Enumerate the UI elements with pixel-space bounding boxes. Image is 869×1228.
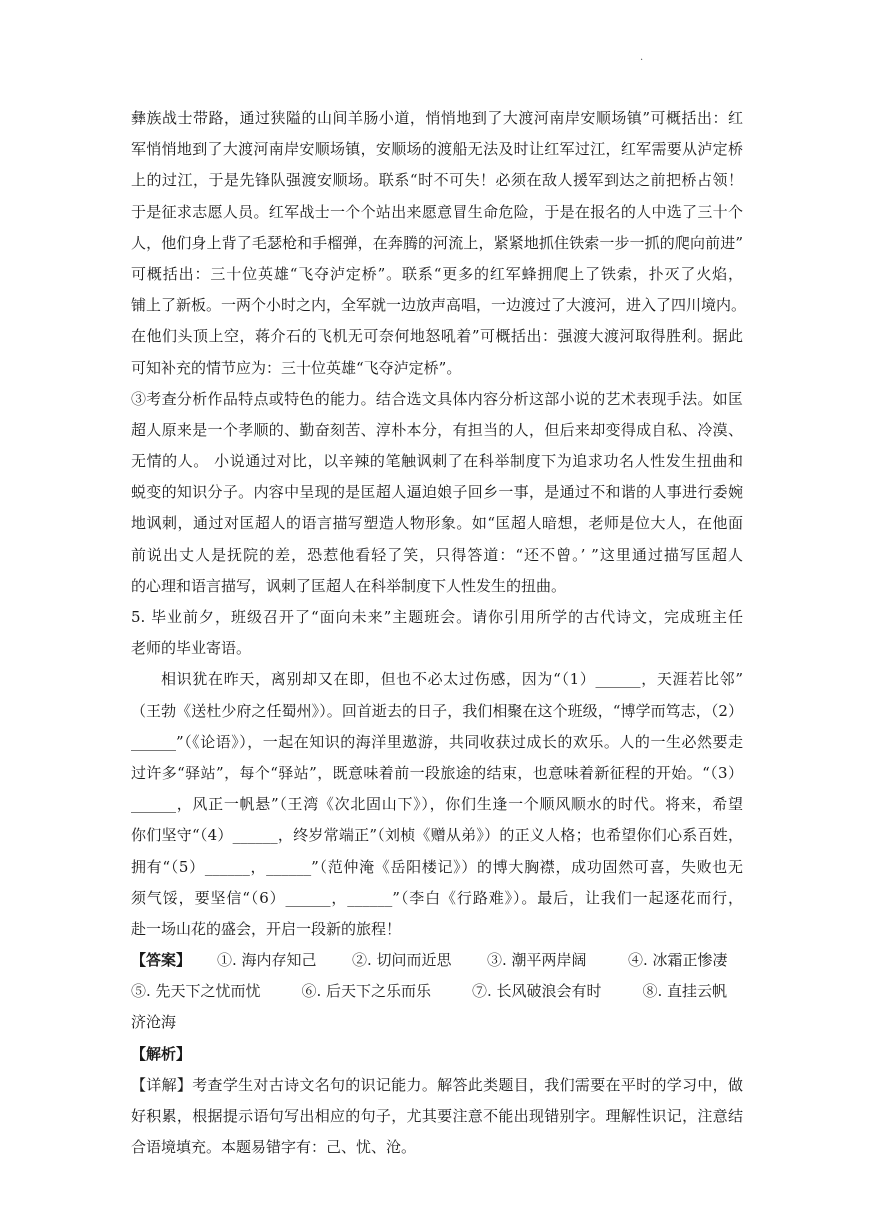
passage-line: ______，风正一帆悬”（王湾《次北固山下》），你们生逢一个顺风顺水的时代。将来，希望 [131, 795, 743, 814]
body-line: 地讽刺，通过对匡超人的语言描写塑造人物形象。如“匡超人暗想，老师是位大人，在他面 [131, 514, 743, 533]
passage-line: 你们坚守“（4）______，终岁常端正”（刘桢《赠从弟》）的正义人格；也希望你们心系百姓， [131, 826, 743, 845]
passage-line: ______”（《论语》），一起在知识的海洋里遨游，共同收获过成长的欢乐。人的一生必然要走 [131, 732, 743, 751]
answer-row [131, 976, 743, 1007]
body-line: 超人原来是一个孝顺的、勤奋刻苦、淳朴本分，有担当的人，但后来却变得成自私、冷漠、 [131, 420, 743, 439]
passage-line: 过许多“驿站”，每个“驿站”，既意味着前一段旅途的结束，也意味着新征程的开始。“（3） [131, 763, 743, 782]
answer-item: ⑦. 长风破浪会有时 [472, 982, 602, 1001]
body-line: 在他们头顶上空，蒋介石的飞机无可奈何地怒吼着”可概括出：强渡大渡河取得胜利。据此 [131, 327, 743, 346]
passage-line: 拥有“（5）______，______”（范仲淹《岳阳楼记》）的博大胸襟，成功固然可喜，失败也无 [131, 857, 743, 876]
body-line: 彝族战士带路，通过狭隘的山间羊肠小道，悄悄地到了大渡河南岸安顺场镇”可概括出：红 [131, 109, 743, 127]
body-line: 蜕变的知识分子。内容中呈现的是匡超人逼迫娘子回乡一事，是通过不和谐的人事进行委婉 [131, 483, 743, 502]
question-line: 老师的毕业寄语。 [131, 639, 252, 658]
passage-line: 赴一场山花的盛会，开启一段新的旅程！ [131, 919, 402, 938]
passage-line: （王勃《送杜少府之任蜀州》）。回首逝去的日子，我们相聚在这个班级，“博学而笃志，（2） [131, 701, 743, 720]
body-line: 于是征求志愿人员。红军战士一个个站出来愿意冒生命危险，于是在报名的人中选了三十个 [131, 202, 743, 221]
answer-row [131, 945, 743, 976]
body-line: 铺上了新板。一两个小时之内，全军就一边放声高唱，一边渡过了大渡河，进入了四川境内。 [131, 296, 747, 315]
answer-item: ④. 冰霜正惨凄 [628, 951, 728, 970]
body-line: 上的过江，于是先锋队强渡安顺场。联系“时不可失！必须在敌人援军到达之前把桥占领！ [131, 171, 743, 190]
body-line: 前说出丈人是抚院的差，恐惹他看轻了笑，只得答道：“还不曾。’ ”这里通过描写匡超人 [131, 545, 743, 564]
body-line: 无情的人。 小说通过对比，以辛辣的笔触讽刺了在科举制度下为追求功名人性发生扭曲和 [131, 452, 743, 471]
answer-item: ⑥. 后天下之乐而乐 [301, 982, 432, 1001]
answer-item: ⑧. 直挂云帆 [642, 982, 728, 1001]
body-line: 军悄悄地到了大渡河南岸安顺场镇，安顺场的渡船无法及时让红军过江，红军需要从泸定桥 [131, 140, 743, 159]
answer-label: 【答案】 [131, 951, 192, 970]
answer-item: ③. 潮平两岸阔 [487, 951, 587, 970]
document-body [131, 103, 747, 1163]
body-line: 可概括出：三十位英雄“飞夺泸定桥”。联系“更多的红军蜂拥爬上了铁索，扑灭了火焰， [131, 264, 743, 283]
passage-line: 相识犹在昨天，离别却又在即，但也不必太过伤感，因为“（1）______，天涯若比邻” [161, 670, 743, 689]
detail-line: 合语境填充。本题易错字有：己、忧、沧。 [131, 1138, 417, 1157]
body-line: 人，他们身上背了毛瑟枪和手榴弹，在奔腾的河流上，紧紧地抓住铁索一步一抓的爬向前进” [131, 233, 743, 252]
answer-item: ②. 切问而近思 [352, 951, 452, 970]
detail-line: 【详解】考查学生对古诗文名句的识记能力。解答此类题目，我们需要在平时的学习中，做 [131, 1075, 743, 1094]
body-line: ③考查分析作品特点或特色的能力。结合选文具体内容分析这部小说的艺术表现手法。如匡 [131, 389, 743, 408]
body-line: 可知补充的情节应为：三十位英雄“飞夺泸定桥”。 [131, 358, 462, 377]
passage-line: 须气馁，要坚信“（6）______，______”（李白《行路难》）。最后，让我们一起逐花而行， [131, 888, 743, 907]
analysis-label: 【解析】 [131, 1044, 192, 1063]
body-line: 的心理和语言描写，讽刺了匡超人在科举制度下人性发生的扭曲。 [131, 576, 567, 595]
answer-continuation: 济沧海 [131, 1013, 177, 1032]
page-header-mark: . [640, 52, 644, 63]
detail-line: 好积累，根据提示语句写出相应的句子，尤其要注意不能出现错别字。理解性识记，注意结 [131, 1107, 743, 1125]
answer-item: ①. 海内存知己 [217, 951, 317, 970]
question-line: 5. 毕业前夕，班级召开了“面向未来”主题班会。请你引用所学的古代诗文，完成班主任 [131, 608, 743, 626]
answer-item: ⑤. 先天下之忧而忧 [131, 982, 261, 1001]
